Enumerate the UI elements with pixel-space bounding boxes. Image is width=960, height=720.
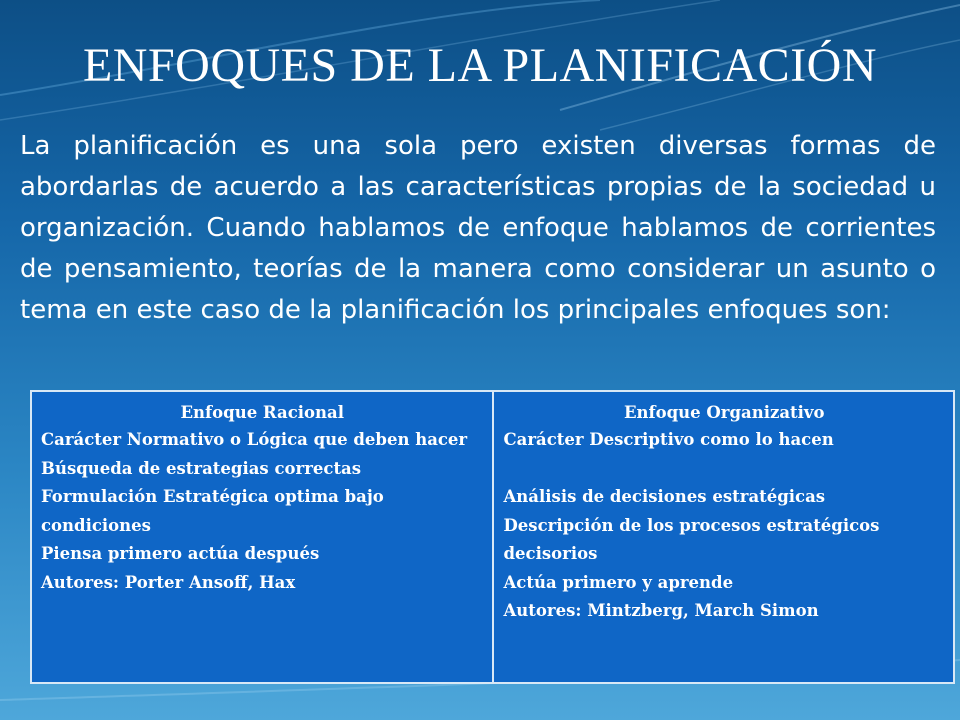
intro-paragraph: La planificación es una sola pero existen diversas formas de abordarlas de acuerdo a las características propias de la sociedad u organización. Cuando hablamos de enfoque hablamos de corrientes de pensamiento, teorías de la manera como considerar un asunto o tema en este caso de la planificación los principales enfoques son:: [20, 131, 936, 325]
comparison-table: [30, 390, 955, 684]
table-line: Búsqueda de estrategias correctas: [41, 458, 362, 478]
table-line: Autores: Porter Ansoff, Hax: [41, 572, 296, 592]
table-line: Carácter Normativo o Lógica que deben hacer: [41, 430, 468, 449]
table-line: Actúa primero y aprende: [503, 572, 734, 592]
column-heading: Enfoque Organizativo: [623, 403, 825, 422]
table-column-rational: [32, 392, 494, 682]
table-line: Autores: Mintzberg, March Simon: [503, 601, 819, 620]
table-column-organizational: [494, 392, 954, 682]
table-line: Formulación Estratégica optima bajo condiciones: [41, 487, 384, 535]
table-line: Piensa primero actúa después: [41, 544, 320, 563]
table-line: Carácter Descriptivo como lo hacen: [503, 430, 834, 449]
table-line: Descripción de los procesos estratégicos decisorios: [503, 515, 880, 563]
slide-title: ENFOQUES DE LA PLANIFICACIÓN: [82, 39, 878, 92]
table-line: Análisis de decisiones estratégicas: [503, 487, 826, 506]
table-line: [504, 455, 946, 484]
column-heading: Enfoque Racional: [180, 403, 344, 422]
